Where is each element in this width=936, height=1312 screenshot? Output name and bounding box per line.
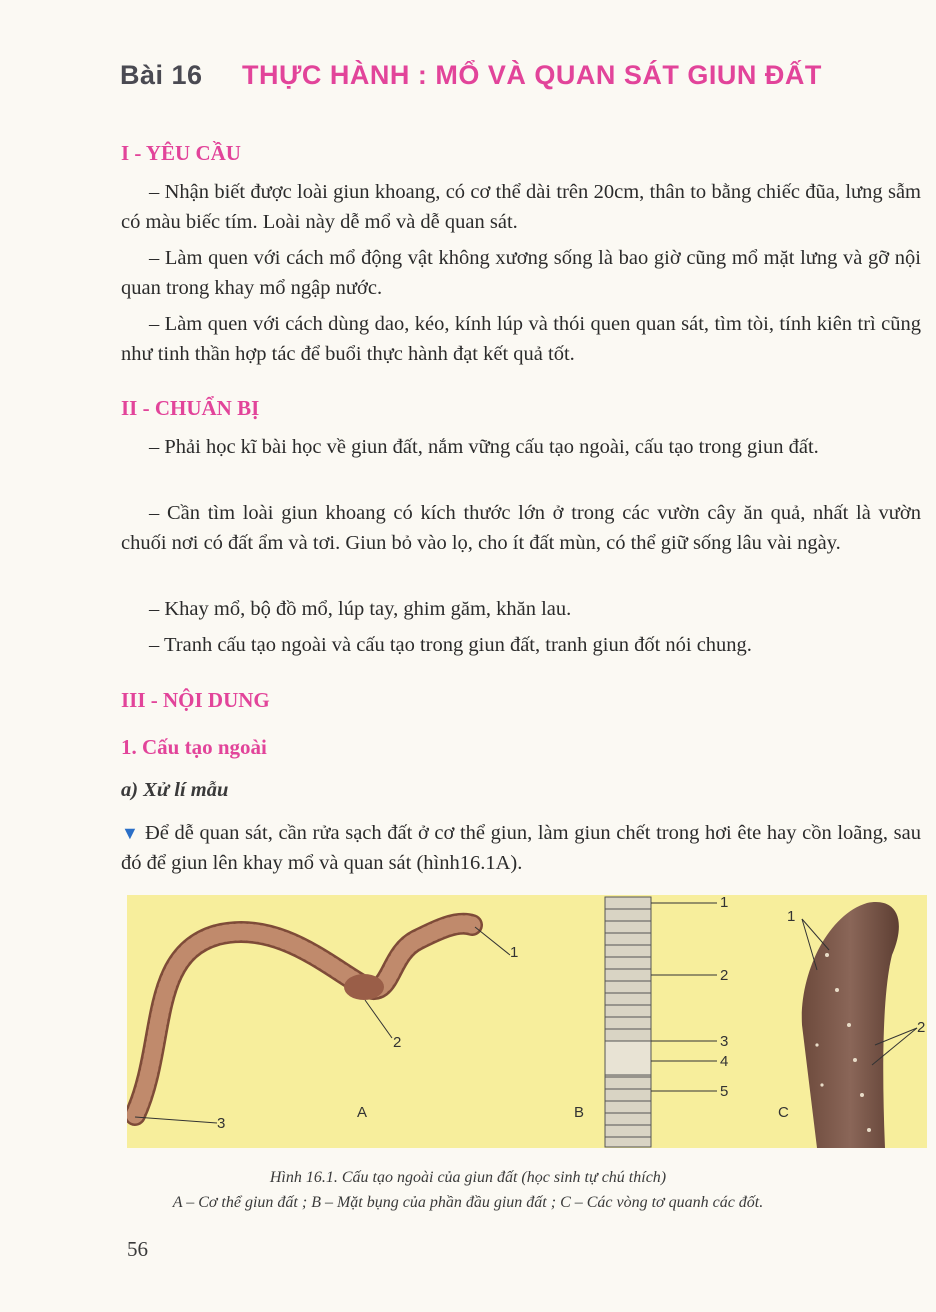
- callout-b-3: 3: [720, 1033, 729, 1050]
- callout-line: [475, 927, 510, 955]
- worm-a-rings: [135, 924, 472, 1115]
- paragraph: – Cần tìm loài giun khoang có kích thước lớn ở trong các vườn cây ăn quả, nhất là vườn chuối nơi có đất ẩm và tơi. Giun bỏ vào lọ, cho ít đất mùn, có thể giữ sống lâu vài ngày.: [121, 502, 921, 554]
- callout-a-1: 1: [510, 944, 519, 961]
- page-number: 56: [127, 1237, 148, 1261]
- worm-b-clitellum: [605, 1041, 651, 1075]
- subheading-external-structure: 1. Cấu tạo ngoài: [121, 735, 267, 759]
- worm-b-body: [605, 897, 651, 1147]
- callout-a-3: 3: [217, 1115, 226, 1132]
- callout-b-2: 2: [720, 967, 729, 984]
- panel-label-c: C: [778, 1104, 789, 1121]
- section-heading-requirements: I - YÊU CẦU: [121, 141, 241, 165]
- paragraph: – Khay mổ, bộ đồ mổ, lúp tay, ghim găm, khăn lau.: [149, 598, 572, 620]
- callout-b-1: 1: [720, 895, 729, 911]
- figure-earthworm: [127, 895, 927, 1148]
- paragraph: – Phải học kĩ bài học về giun đất, nắm vững cấu tạo ngoài, cấu tạo trong giun đất.: [149, 436, 819, 458]
- figure-caption-legend: A – Cơ thể giun đất ; B – Mặt bụng của phần đầu giun đất ; C – Các vòng tơ quanh các đốt.: [172, 1194, 764, 1211]
- paragraph: – Làm quen với cách mổ động vật không xương sống là bao giờ cũng mổ mặt lưng và gỡ nội quan trong khay mổ ngập nước.: [121, 247, 921, 299]
- callout-b-4: 4: [720, 1053, 729, 1070]
- worm-a-clitellum: [344, 974, 384, 1000]
- callout-c-1: 1: [787, 908, 796, 925]
- callout-line: [365, 1000, 392, 1038]
- callout-a-2: 2: [393, 1034, 402, 1051]
- paragraph: – Tranh cấu tạo ngoài và cấu tạo trong giun đất, tranh giun đốt nói chung.: [149, 634, 752, 656]
- callout-c-2: 2: [917, 1019, 926, 1036]
- figure-caption-title: Hình 16.1. Cấu tạo ngoài của giun đất (học sinh tự chú thích): [269, 1169, 667, 1186]
- callout-line: [802, 919, 817, 970]
- paragraph: – Nhận biết được loài giun khoang, có cơ thể dài trên 20cm, thân to bằng chiếc đũa, lưng sẫm có màu biếc tím. Loài này dễ mổ và dễ quan sát.: [121, 181, 921, 233]
- section-heading-content: III - NỘI DUNG: [121, 688, 270, 712]
- task-paragraph: [121, 818, 921, 878]
- paragraph: – Làm quen với cách dùng dao, kéo, kính lúp và thói quen quan sát, tìm tòi, tính kiên trì cũng như tinh thần hợp tác để buổi thực hành đạt kết quả tốt.: [121, 313, 921, 365]
- lesson-number: Bài 16: [120, 60, 203, 90]
- figure-svg: [127, 895, 927, 1148]
- subsubheading-sample-processing: a) Xử lí mẫu: [121, 779, 229, 801]
- callout-line: [135, 1117, 217, 1123]
- task-text: Để dễ quan sát, cần rửa sạch đất ở cơ thể giun, làm giun chết trong hơi ête hay cồn loãng, sau đó để giun lên khay mổ và quan sát (hình16.1A).: [121, 822, 921, 874]
- lesson-title: THỰC HÀNH : MỔ VÀ QUAN SÁT GIUN ĐẤT: [242, 60, 822, 90]
- panel-label-b: B: [574, 1104, 585, 1121]
- triangle-marker-icon: ▼: [121, 823, 140, 843]
- panel-label-a: A: [357, 1104, 368, 1121]
- callout-b-5: 5: [720, 1083, 729, 1100]
- section-heading-preparation: II - CHUẨN BỊ: [121, 396, 260, 420]
